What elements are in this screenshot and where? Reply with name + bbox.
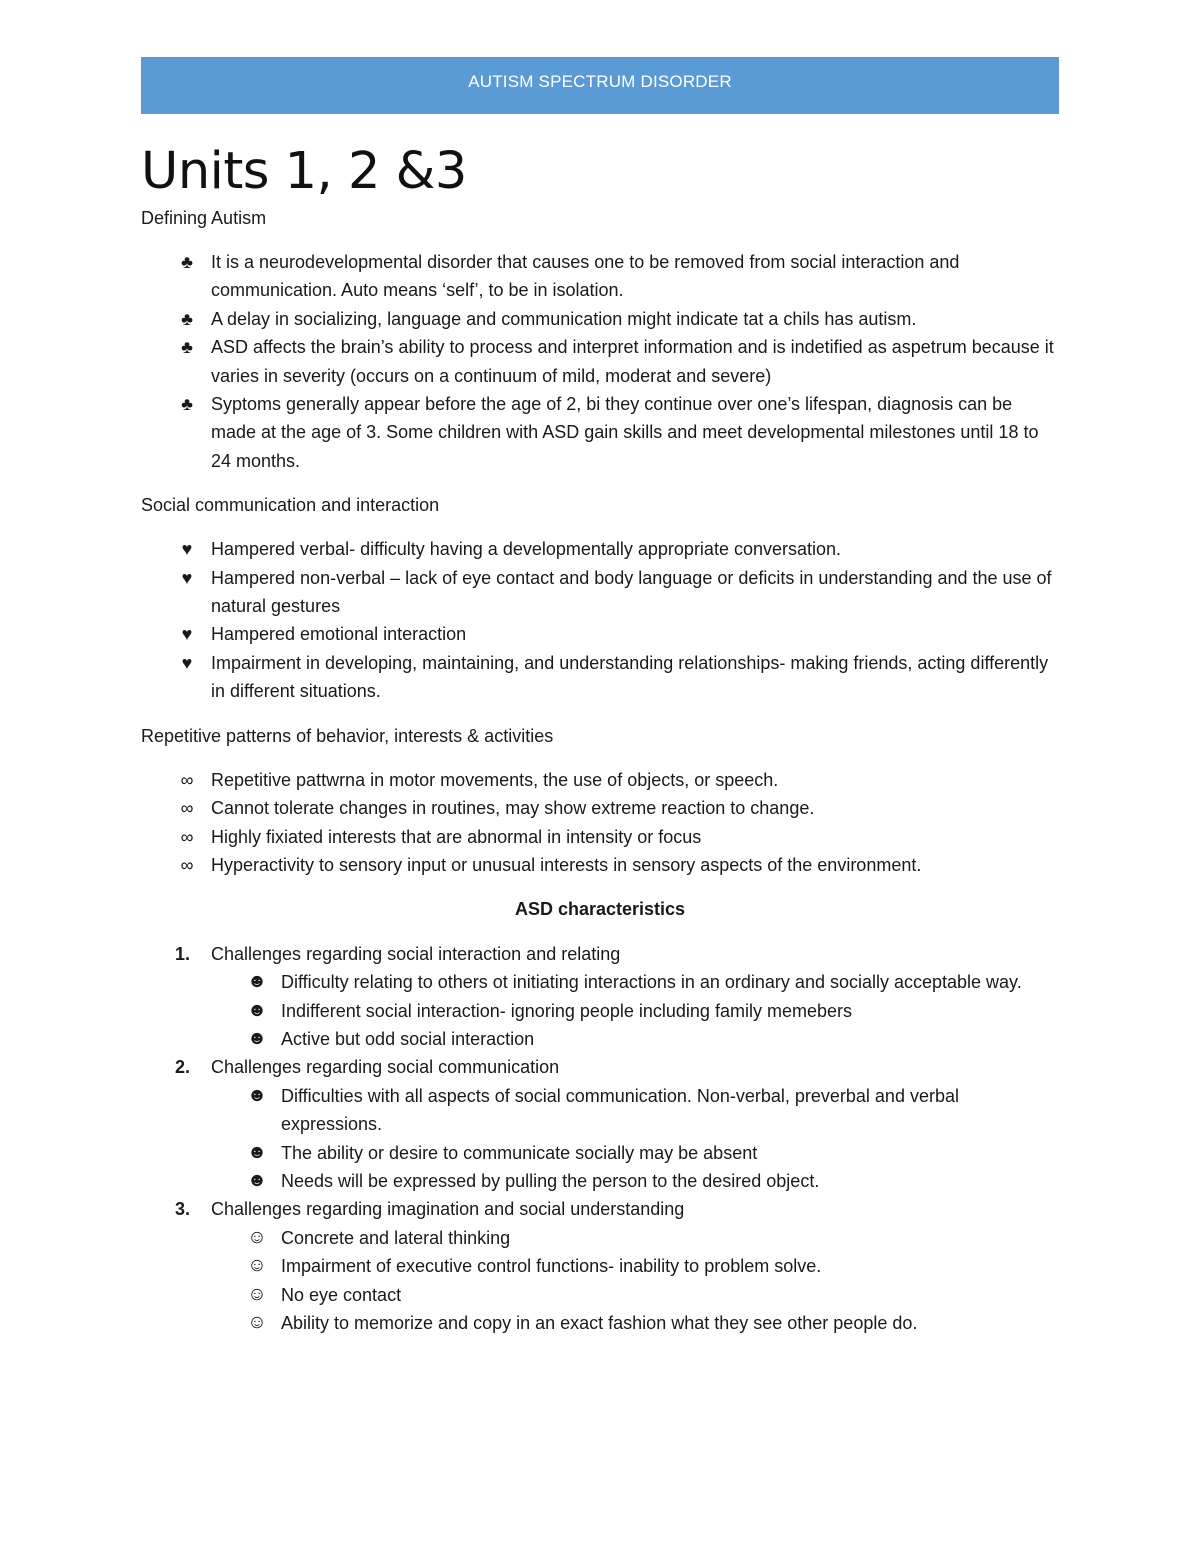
smiley-outline-icon: ☺ [247, 1283, 267, 1305]
repetitive-patterns-list [141, 766, 1059, 880]
list-item [141, 305, 1059, 333]
smiley-black-icon: ☻ [247, 1141, 267, 1163]
list-item [141, 248, 1059, 305]
club-bullet-icon: ♣ [181, 337, 193, 358]
sub-list-item [141, 1167, 1059, 1195]
list-item-text: Cannot tolerate changes in routines, may show extreme reaction to change. [211, 798, 815, 819]
sub-list-item-text: No eye contact [281, 1284, 402, 1305]
numbered-item-label: Challenges regarding social interaction and relating [211, 943, 621, 964]
list-item-text: Syptoms generally appear before the age of 2, bi they continue over one’s lifespan, diagnosis can be made at the age of 3. Some children with ASD gain skills and meet developmental milestones until 18 to 24 months. [211, 394, 1039, 471]
numbered-item [141, 1053, 1059, 1195]
sub-list-item-text: Indifferent social interaction- ignoring people including family memebers [281, 1000, 852, 1021]
sub-list-item-text: Ability to memorize and copy in an exact fashion what they see other people do. [281, 1313, 918, 1333]
sub-list [211, 968, 1059, 1053]
sub-list-item-text: Difficulties with all aspects of social communication. Non-verbal, preverbal and verbal expressions. [281, 1085, 959, 1135]
list-item [141, 851, 1059, 879]
list-item-text: Hampered emotional interaction [211, 624, 467, 645]
document-body [141, 140, 1059, 1337]
sub-list-item [141, 1224, 1059, 1252]
infinity-bullet-icon: ∞ [180, 769, 194, 790]
numbered-item-label: Challenges regarding imagination and social understanding [211, 1199, 685, 1220]
document-header [141, 57, 1059, 114]
smiley-black-icon: ☻ [247, 1084, 267, 1106]
numbered-item-label: Challenges regarding social communication [211, 1057, 560, 1078]
asd-characteristics-heading: ASD characteristics [514, 899, 686, 920]
smiley-black-icon: ☻ [247, 999, 267, 1021]
list-item-text: Repetitive pattwrna in motor movements, the use of objects, or speech. [211, 769, 779, 790]
infinity-bullet-icon: ∞ [180, 798, 194, 819]
sub-list-item [141, 1252, 1059, 1280]
infinity-bullet-icon: ∞ [180, 826, 194, 847]
infinity-bullet-icon: ∞ [180, 854, 194, 875]
sub-list-item [141, 1082, 1059, 1139]
section-heading-social-communication: Social communication and interaction [141, 495, 440, 516]
list-item-text: Highly fixiated interests that are abnormal in intensity or focus [211, 826, 702, 847]
smiley-outline-icon: ☺ [247, 1226, 267, 1248]
smiley-outline-icon: ☺ [247, 1312, 267, 1333]
social-communication-list [141, 535, 1059, 705]
item-number: 1. [175, 943, 191, 964]
sub-list-item [141, 1309, 1059, 1337]
sub-list-item-text: Needs will be expressed by pulling the person to the desired object. [281, 1170, 820, 1191]
club-bullet-icon: ♣ [181, 252, 193, 272]
list-item-text: A delay in socializing, language and communication might indicate tat a chils has autism. [211, 308, 917, 329]
list-item-text: Impairment in developing, maintaining, and understanding relationships- making friends, acting differently in different situations. [211, 652, 1049, 702]
list-item [141, 766, 1059, 794]
list-item [141, 535, 1059, 563]
header-title: AUTISM SPECTRUM DISORDER [468, 71, 732, 91]
list-item-text: Hyperactivity to sensory input or unusual interests in sensory aspects of the environment. [211, 854, 922, 875]
heart-bullet-icon: ♥ [181, 567, 193, 588]
list-item [141, 794, 1059, 822]
numbered-item [141, 1195, 1059, 1337]
characteristics-list [141, 940, 1059, 1338]
sub-list [211, 1082, 1059, 1196]
list-item [141, 333, 1059, 390]
list-item-text: It is a neurodevelopmental disorder that causes one to be removed from social interaction and communication. Auto means ‘self’, to be in isolation. [211, 252, 960, 301]
list-item [141, 823, 1059, 851]
item-number: 2. [175, 1057, 191, 1078]
list-item-text: Hampered verbal- difficulty having a developmentally appropriate conversation. [211, 539, 842, 560]
list-item [141, 564, 1059, 621]
section-heading-defining-autism: Defining Autism [141, 208, 267, 228]
sub-list [211, 1224, 1059, 1338]
defining-autism-list [141, 248, 1059, 475]
club-bullet-icon: ♣ [181, 394, 193, 415]
smiley-black-icon: ☻ [247, 1169, 267, 1191]
sub-list-item-text: Difficulty relating to others ot initiating interactions in an ordinary and socially acceptable way. [281, 972, 1022, 993]
sub-list-item [141, 1139, 1059, 1167]
page-title: Units 1, 2 &3 [141, 142, 467, 201]
smiley-black-icon: ☻ [247, 971, 267, 993]
list-item-text: ASD affects the brain’s ability to process and interpret information and is indetified as aspetrum because it varies in severity (occurs on a continuum of mild, moderat and severe) [211, 337, 1054, 386]
list-item [141, 620, 1059, 648]
heart-bullet-icon: ♥ [181, 539, 193, 560]
sub-list-item [141, 997, 1059, 1025]
list-item-text: Hampered non-verbal – lack of eye contact and body language or deficits in understanding and the use of natural gestures [211, 567, 1052, 617]
section-heading-repetitive-patterns: Repetitive patterns of behavior, interests & activities [141, 725, 554, 746]
sub-list-item-text: The ability or desire to communicate socially may be absent [281, 1142, 758, 1163]
sub-list-item-text: Impairment of executive control functions- inability to problem solve. [281, 1256, 822, 1277]
smiley-outline-icon: ☺ [247, 1255, 267, 1277]
heart-bullet-icon: ♥ [181, 652, 193, 673]
smiley-black-icon: ☻ [247, 1027, 267, 1049]
sub-list-item [141, 968, 1059, 996]
list-item [141, 649, 1059, 706]
sub-list-item [141, 1281, 1059, 1309]
list-item [141, 390, 1059, 475]
heart-bullet-icon: ♥ [181, 624, 193, 645]
numbered-item [141, 940, 1059, 1054]
sub-list-item-text: Concrete and lateral thinking [281, 1227, 511, 1248]
item-number: 3. [175, 1199, 191, 1220]
club-bullet-icon: ♣ [181, 308, 193, 329]
sub-list-item-text: Active but odd social interaction [281, 1028, 535, 1049]
sub-list-item [141, 1025, 1059, 1053]
